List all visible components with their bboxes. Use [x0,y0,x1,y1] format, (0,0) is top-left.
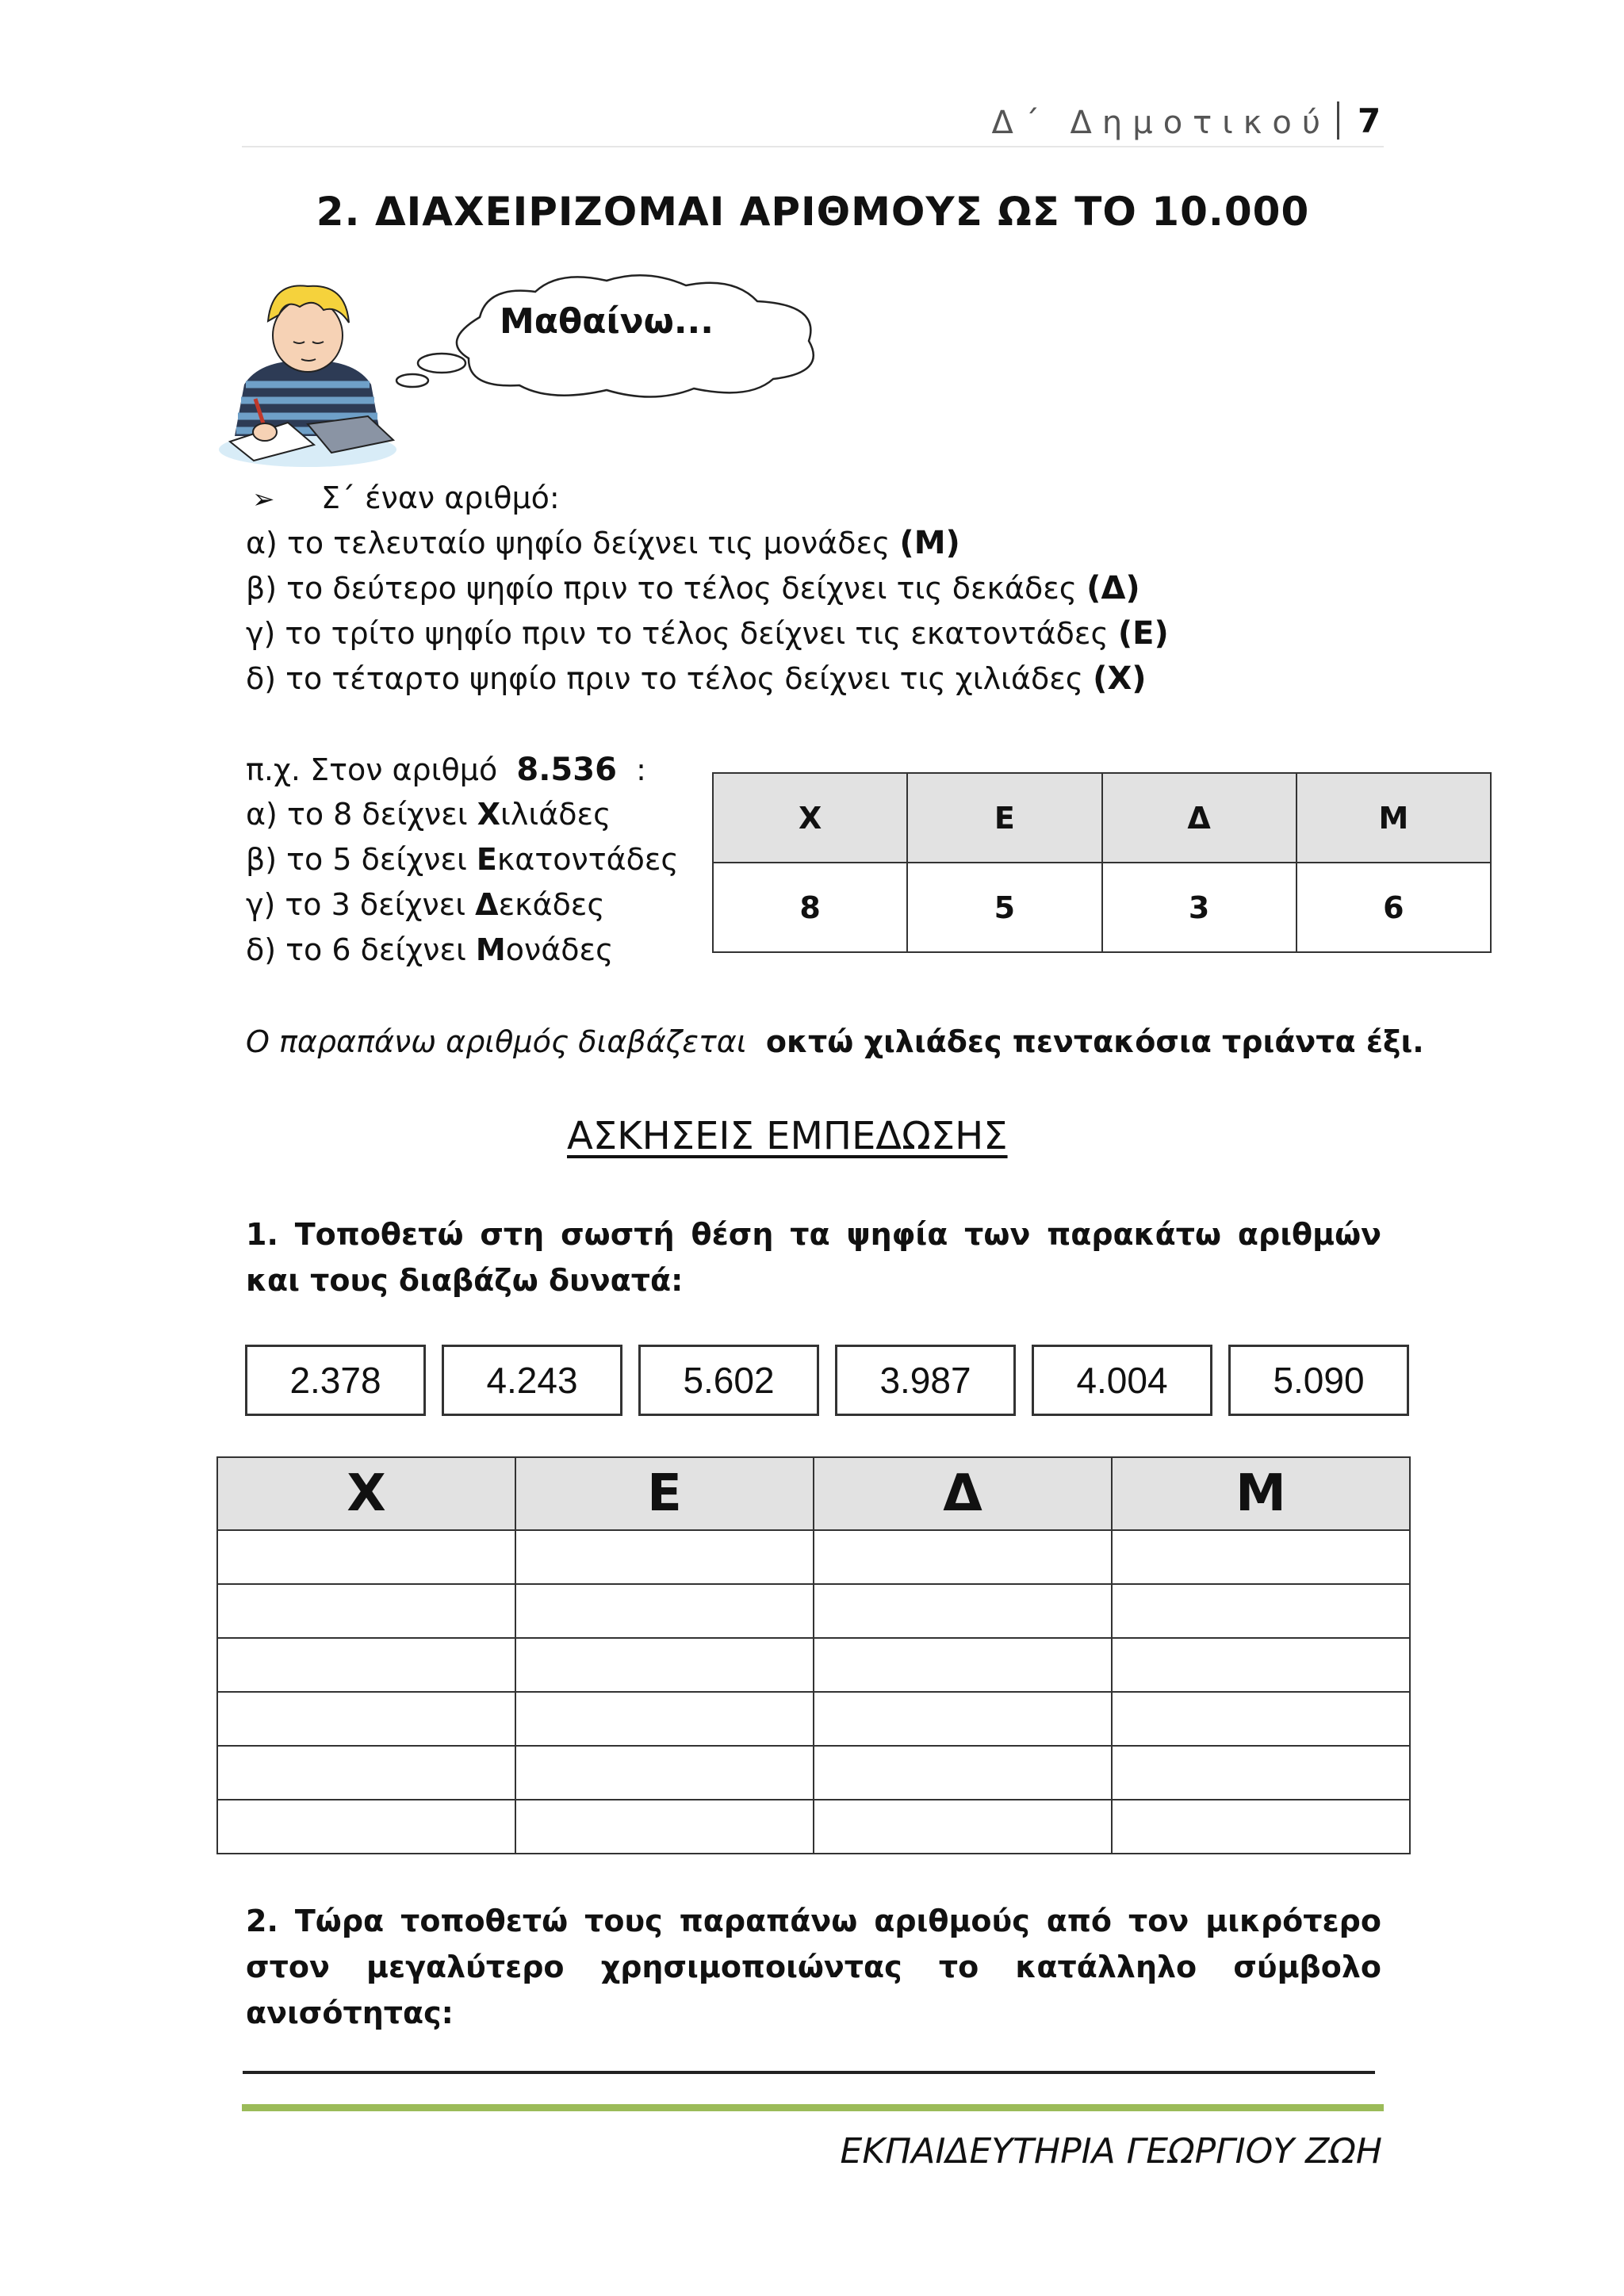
answer-cell[interactable] [814,1746,1112,1800]
number-box: 5.602 [638,1345,819,1416]
answer-cell[interactable] [217,1638,515,1692]
header-rule [242,146,1384,147]
example-place-value-table [712,772,1492,953]
footer-text: ΕΚΠΑΙΔΕΥΤΗΡΙΑ ΓΕΩΡΓΙΟΥ ΖΩΗ [840,2131,1382,2172]
header-units: Μ [1297,773,1491,863]
value-tens: 3 [1102,863,1297,952]
answer-cell[interactable] [515,1692,814,1746]
answer-cell[interactable] [217,1530,515,1584]
arrow-bullet-icon: ➢ [252,484,275,515]
number-box: 3.987 [835,1345,1016,1416]
rules-intro: Σ΄ έναν αριθμό: [321,480,560,515]
header-thousands: Χ [713,773,907,863]
example-line: δ) το 6 δείχνει Μονάδες [246,932,614,967]
answer-cell[interactable] [814,1800,1112,1854]
table-row [217,1584,1410,1638]
answer-cell[interactable] [515,1530,814,1584]
header-tens: Δ [1102,773,1297,863]
answer-cell[interactable] [814,1692,1112,1746]
table-row [217,1746,1410,1800]
exercise-place-value-table [216,1456,1411,1854]
example-line: β) το 5 δείχνει Εκατοντάδες [246,842,679,877]
answer-cell[interactable] [1112,1692,1410,1746]
number-reading: Ο παραπάνω αριθμός διαβάζεται οκτώ χιλιάδες πεντακόσια τριάντα έξι. [246,1024,1424,1059]
example-line: γ) το 3 δείχνει Δεκάδες [246,887,605,922]
table-row [217,1692,1410,1746]
example-number: 8.536 [516,752,617,788]
exercise-2-text: 2. Τώρα τοποθετώ τους παραπάνω αριθμούς από τον μικρότερο στον μεγαλύτερο χρησιμοποιώντας το κατάλληλο σύμβολο ανισότητας: [246,1904,1381,2030]
page-number: 7 [1358,101,1381,140]
example-intro: π.χ. Στον αριθμό 8.536 : [246,752,646,788]
answer-cell[interactable] [217,1584,515,1638]
answer-cell[interactable] [814,1584,1112,1638]
answer-cell[interactable] [1112,1530,1410,1584]
answer-cell[interactable] [1112,1638,1410,1692]
answer-cell[interactable] [814,1530,1112,1584]
answer-cell[interactable] [515,1746,814,1800]
header-tens: Δ [814,1457,1112,1530]
rule-item: α) το τελευταίο ψηφίο δείχνει τις μονάδες (Μ) [246,525,960,561]
student-writing-illustration [213,266,403,468]
rule-item: β) το δεύτερο ψηφίο πριν το τέλος δείχνει τις δεκάδες (Δ) [246,570,1140,607]
thought-bubble-text: Μαθαίνω... [500,301,714,342]
answer-cell[interactable] [814,1638,1112,1692]
answer-cell[interactable] [217,1800,515,1854]
rule-item: γ) το τρίτο ψηφίο πριν το τέλος δείχνει τις εκατοντάδες (Ε) [246,615,1169,652]
answer-cell[interactable] [217,1746,515,1800]
footer-bar [242,2104,1384,2111]
value-thousands: 8 [713,863,907,952]
example-line: α) το 8 δείχνει Χιλιάδες [246,797,611,832]
header-divider [1337,101,1339,140]
value-units: 6 [1297,863,1491,952]
table-row [713,863,1491,952]
page-title: 2. ΔΙΑΧΕΙΡΙΖΟΜΑΙ ΑΡΙΘΜΟΥΣ ΩΣ ΤΟ 10.000 [316,189,1310,235]
answer-cell[interactable] [515,1800,814,1854]
table-header-row [217,1457,1410,1530]
number-box: 2.378 [245,1345,426,1416]
header-thousands: Χ [217,1457,515,1530]
value-hundreds: 5 [907,863,1101,952]
number-box: 5.090 [1228,1345,1409,1416]
header-title: Δ΄ Δημοτικού [991,105,1331,141]
exercise-1-text: 1. Τοποθετώ στη σωστή θέση τα ψηφία των παρακάτω αριθμών και τους διαβάζω δυνατά: [246,1217,1381,1298]
answer-cell[interactable] [515,1638,814,1692]
table-row [217,1530,1410,1584]
section-title: ΑΣΚΗΣΕΙΣ ΕΜΠΕΔΩΣΗΣ [567,1114,1008,1158]
answer-cell[interactable] [515,1584,814,1638]
number-box: 4.004 [1032,1345,1212,1416]
table-header-row [713,773,1491,863]
answer-cell[interactable] [1112,1746,1410,1800]
answer-cell[interactable] [1112,1584,1410,1638]
answer-line[interactable] [243,2071,1375,2074]
number-box: 4.243 [442,1345,622,1416]
rule-item: δ) το τέταρτο ψηφίο πριν το τέλος δείχνει τις χιλιάδες (Χ) [246,660,1147,697]
answer-cell[interactable] [1112,1800,1410,1854]
answer-cell[interactable] [217,1692,515,1746]
table-row [217,1638,1410,1692]
table-row [217,1800,1410,1854]
header-hundreds: Ε [907,773,1101,863]
header-hundreds: Ε [515,1457,814,1530]
header-units: Μ [1112,1457,1410,1530]
